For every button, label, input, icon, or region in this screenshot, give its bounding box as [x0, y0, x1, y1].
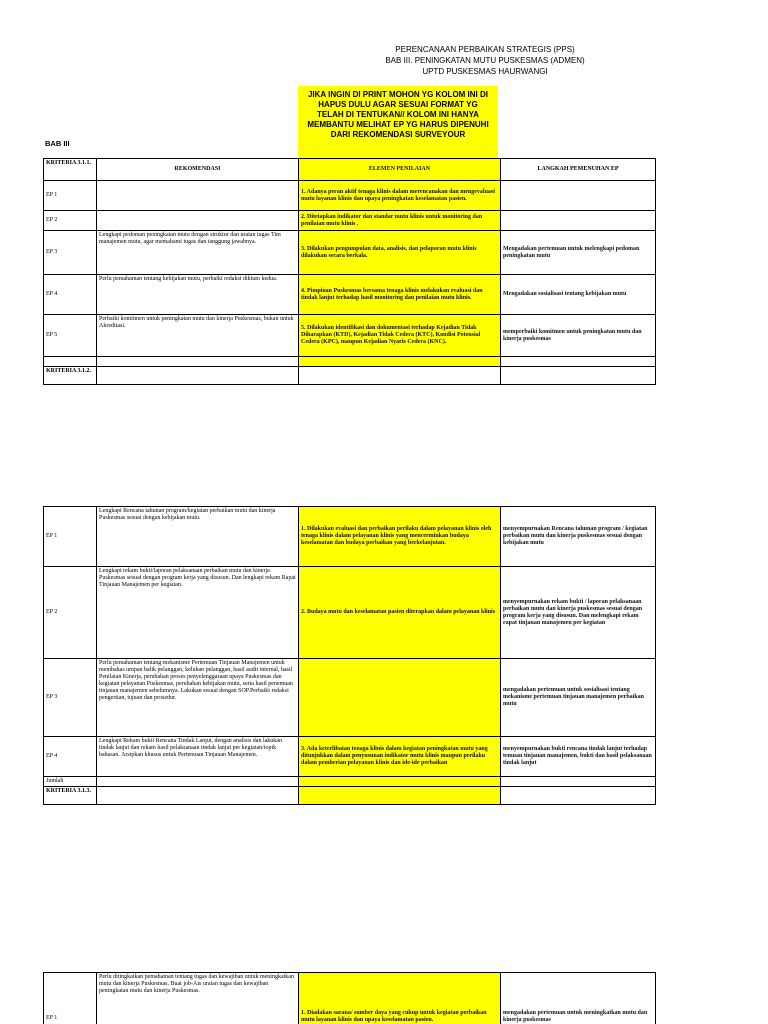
- empty-cell: [299, 787, 501, 805]
- langkah-cell: Mengadakan sosialisasi tentang kebijakan mutu: [501, 275, 656, 315]
- ep-label: EP 3: [44, 231, 97, 275]
- empty-cell: [299, 357, 501, 367]
- kriteria-label: KRITERIA 3.1.3.: [44, 787, 97, 805]
- rekomendasi-cell: Perlu pemahaman tentang mekanisme Pertemuan Tinjauan Manajemen untuk membahas umpan balik pelanggan, keluhan pelanggan, hasil audit internal, hasil Penilaian Kinerja, perubahan proses penyelenggaraan upaya Puskesmas dan kegiatan pelayanan Puskesmas, perubahan kebijakan mutu, serta hasil penemuan tinjauan manajemen sebelumnya. Lakukan sesuai dengan SOP.Perbaiki redaksi pengertian, tujuan dan prosedur.: [97, 659, 299, 737]
- empty-cell: [299, 777, 501, 787]
- langkah-cell: mengadakan pertemuan untuk sosialisasi tentang mekanisme pertemuan tinjauan manajemen perbaikan mutu: [501, 659, 656, 737]
- empty-cell: [97, 777, 299, 787]
- langkah-cell: menyempurnakan bukti rencana tindak lanjut terhadap temuan tinjauan manajemen, bukti dan hasil pelaksanaan tindak lanjut: [501, 737, 656, 777]
- langkah-cell: menyempurnakan rekam bukti / laporan pelaksanaan perbaikan mutu dan kinerja puskesmas sesuai dengan program kerja yang disusun. Dan melengkapi rekam rapat tinjauan manajemen per kegiatan: [501, 567, 656, 659]
- table-row: [44, 231, 656, 275]
- header-line-2: BAB III. PENINGKATAN MUTU PUSKESMAS (ADMEN): [385, 56, 585, 65]
- table-row: [44, 181, 656, 211]
- empty-cell: [501, 777, 656, 787]
- table-row: [44, 315, 656, 357]
- elemen-cell: 3. Ada keterlibatan tenaga klinis dalam kegiatan peningkatan mutu yang ditunjukkan dalam penyusunan indikator mutu klinis maupun perilaku dalam pemberian pelayanan klinis dan ide-ide perbaikan: [299, 737, 501, 777]
- rekomendasi-cell: Lengkapi Rekam bukti Rencana Tindak Lanjut, dengan analisis dan lakukan tindak lanjut dan rekam hasil pelaksanaan tindak lanjut per kegiatan/topik bahasan. Arsipkan khusus untuk Pertemuan Tinjauan Manajemen.: [97, 737, 299, 777]
- ep-label: EP 1: [44, 507, 97, 567]
- rekomendasi-cell: Perlu pemahaman tentang kebijakan mutu, perbaiki redaksi diktum kedua.: [97, 275, 299, 315]
- elemen-cell: 1. Adanya peran aktif tenaga klinis dalam merencanakan dan mengevaluasi mutu layanan klinis dan upaya peningkatan keselamatan pasien.: [299, 181, 501, 211]
- ep-label: EP 2: [44, 567, 97, 659]
- table-row: [44, 507, 656, 567]
- header-line-1: PERENCANAAN PERBAIKAN STRATEGIS (PPS): [395, 45, 575, 54]
- table-row: [44, 787, 656, 805]
- empty-cell: [299, 367, 501, 385]
- langkah-cell: menyempurnakan Rencana tahunan program / kegiatan perbaikan mutu dan kinerja puskesmas sesuai dengan kebijakan mutu: [501, 507, 656, 567]
- elemen-cell: 2. Ditetapkan indikator dan standar mutu klinis untuk monitoring dan penilaian mutu klinis .: [299, 211, 501, 231]
- langkah-header: LANGKAH PEMENUHAN EP: [501, 159, 656, 181]
- rekomendasi-header: REKOMENDASI: [97, 159, 299, 181]
- kriteria-label: KRITERIA 3.1.2.: [44, 367, 97, 385]
- langkah-cell: memperbaiki komitmen untuk peningkatan mutu dan kinerja puskesmas: [501, 315, 656, 357]
- elemen-cell: 1. Dilakukan evaluasi dan perbaikan perilaku dalam pelayanan klinis oleh tenaga klinis dalam pelayanan klinis yang mencerminkan budaya keselamatan dan budaya perbaikan yang berkelanjutan.: [299, 507, 501, 567]
- ep-label: EP 1: [44, 973, 97, 1024]
- rekomendasi-cell: [97, 211, 299, 231]
- rekomendasi-cell: Perlu ditingkatkan pemahaman tentang tugas dan kewajiban untuk meningkatkan mutu dan kinerja Puskesmas. Buat job-Ais uraian tugas dan kewajiban peningkatan mutu dan kinerja Puskesmas.: [97, 973, 299, 1024]
- jumlah-label: Jumlah: [44, 777, 97, 787]
- empty-cell: [501, 367, 656, 385]
- table-row: [44, 357, 656, 367]
- elemen-cell: 5. Dilakukan identifikasi dan dokumentasi terhadap Kejadian Tidak Diharapkan (KTD), Kejadian Tidak Cedera (KTC), Kondisi Potensial Cedera (KPC), maupun Kejadian Nyaris Cedera (KNC).: [299, 315, 501, 357]
- kriteria-3-1-2-table: [43, 506, 656, 805]
- table-row: [44, 275, 656, 315]
- rekomendasi-cell: Lengkapi pedoman peningkatan mutu dengan struktur dan uraian tugas Tim manajemen mutu, agar memahami tugas dan tanggung jawabnya.: [97, 231, 299, 275]
- table-row: [44, 973, 656, 1024]
- rekomendasi-cell: Lengkapi rekam bukti/laporan pelaksanaan perbaikan mutu dan kinerja Puskesmas sesuai dengan program kerja yang disusun. Dan lengkapi rekam Rapat Tinjauan Manajemen per kegiatan.: [97, 567, 299, 659]
- ep-label: EP 5: [44, 315, 97, 357]
- rekomendasi-cell: [97, 181, 299, 211]
- empty-cell: [97, 357, 299, 367]
- print-note: JIKA INGIN DI PRINT MOHON YG KOLOM INI DI HAPUS DULU AGAR SESUAI FORMAT YG TELAH DI TENTUKAN// KOLOM INI HANYA MEMBANTU MELIHAT EP YG HARUS DIPENUHI DARI REKOMENDASI SURVEYOUR: [298, 86, 498, 158]
- bab-label: BAB III: [45, 139, 70, 148]
- empty-cell: [501, 357, 656, 367]
- elemen-cell: 4. Pimpinan Puskesmas bersama tenaga klinis melakukan evaluasi dan tindak lanjut terhadap hasil monitoring dan penilaian mutu klinis.: [299, 275, 501, 315]
- ep-label: EP 4: [44, 275, 97, 315]
- table-row: [44, 567, 656, 659]
- table-row: [44, 367, 656, 385]
- kriteria-3-1-1-table: [43, 158, 656, 385]
- empty-cell: [44, 357, 97, 367]
- rekomendasi-cell: Perbaiki komitmen untuk peningkatan mutu dan kinerja Puskesmas, bukan untuk Akreditasi.: [97, 315, 299, 357]
- elemen-cell: 2. Budaya mutu dan keselamatan pasien diterapkan dalam pelayanan klinis: [299, 567, 501, 659]
- empty-cell: [97, 787, 299, 805]
- table-row: [44, 211, 656, 231]
- empty-cell: [97, 367, 299, 385]
- ep-label: EP 3: [44, 659, 97, 737]
- ep-label: EP 1: [44, 181, 97, 211]
- langkah-cell: [501, 181, 656, 211]
- elemen-cell: [299, 659, 501, 737]
- header-line-3: UPTD PUSKESMAS HAURWANGI: [422, 67, 548, 76]
- empty-cell: [501, 787, 656, 805]
- kriteria-header: KRITERIA 3.1.1.: [44, 159, 97, 181]
- elemen-cell: 1. Diadakan sarana/ sumber daya yang cukup untuk kegiatan perbaikan mutu layanan klinis dan upaya keselamatan pasien.: [299, 973, 501, 1024]
- table-row: [44, 777, 656, 787]
- kriteria-3-1-3-table: [43, 972, 656, 1024]
- table-row: [44, 737, 656, 777]
- langkah-cell: Mengadakan pertemuan untuk melengkapi pedoman peningkatan mutu: [501, 231, 656, 275]
- elemen-cell: 3. Dilakukan pengumpulan data, analisis, dan pelaporan mutu klinis dilakukan secara berkala.: [299, 231, 501, 275]
- table-row: [44, 659, 656, 737]
- langkah-cell: [501, 211, 656, 231]
- elemen-header: ELEMEN PENILAIAN: [299, 159, 501, 181]
- ep-label: EP 2: [44, 211, 97, 231]
- langkah-cell: mengadakan pertemuan untuk meningkatkan mutu dan kinerja puskesmas: [501, 973, 656, 1024]
- rekomendasi-cell: Lengkapi Rencana tahunan program/kegiatan perbaikan mutu dan kinerja Puskesmas sesuai dengan kebijakan mutu.: [97, 507, 299, 567]
- ep-label: EP 4: [44, 737, 97, 777]
